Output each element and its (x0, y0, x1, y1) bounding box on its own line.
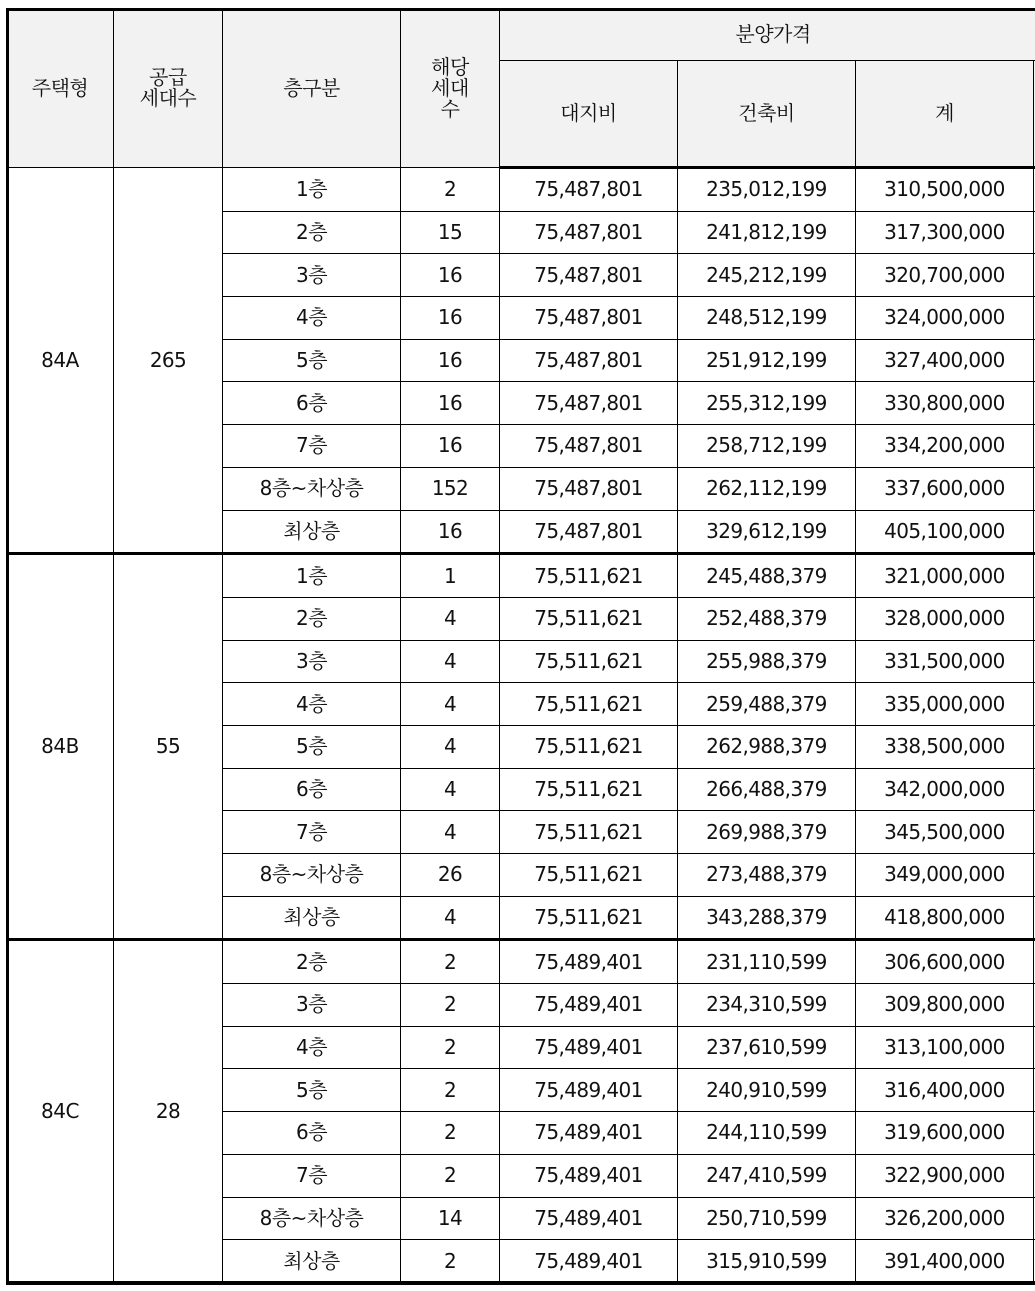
total-price-cell: 322,900,000 (856, 1154, 1034, 1197)
floor-cell: 2층 (223, 940, 401, 984)
floor-cell: 6층 (223, 1112, 401, 1155)
floor-cell: 7층 (223, 811, 401, 854)
land-price-cell: 75,487,801 (500, 254, 678, 297)
land-price-cell: 75,487,801 (500, 510, 678, 554)
land-price-cell: 75,487,801 (500, 382, 678, 425)
units-cell: 4 (401, 725, 500, 768)
header-build: 건축비 (678, 61, 856, 168)
land-price-cell: 75,487,801 (500, 339, 678, 382)
build-price-cell: 234,310,599 (678, 984, 856, 1027)
units-cell: 2 (401, 1154, 500, 1197)
units-cell: 4 (401, 597, 500, 640)
floor-cell: 8층~차상층 (223, 854, 401, 897)
floor-cell: 최상층 (223, 1240, 401, 1284)
build-price-cell: 245,488,379 (678, 554, 856, 598)
header-supply (114, 9, 223, 168)
floor-cell: 최상층 (223, 896, 401, 940)
build-price-cell: 235,012,199 (678, 168, 856, 212)
land-price-cell: 75,489,401 (500, 1112, 678, 1155)
table-row (7, 168, 1035, 212)
units-cell: 2 (401, 1240, 500, 1284)
units-cell: 4 (401, 683, 500, 726)
units-cell: 16 (401, 297, 500, 340)
land-price-cell: 75,511,621 (500, 811, 678, 854)
build-price-cell: 244,110,599 (678, 1112, 856, 1155)
build-price-cell: 250,710,599 (678, 1197, 856, 1240)
land-price-cell: 75,487,801 (500, 425, 678, 468)
header-units (401, 9, 500, 168)
total-price-cell: 306,600,000 (856, 940, 1034, 984)
build-price-cell: 259,488,379 (678, 683, 856, 726)
units-cell: 2 (401, 168, 500, 212)
floor-cell: 6층 (223, 768, 401, 811)
header-price-group: 분양가격 (500, 9, 1035, 61)
floor-cell: 6층 (223, 382, 401, 425)
price-table (6, 8, 1035, 1285)
total-price-cell: 342,000,000 (856, 768, 1034, 811)
build-price-cell: 343,288,379 (678, 896, 856, 940)
land-price-cell: 75,487,801 (500, 211, 678, 254)
total-price-cell: 335,000,000 (856, 683, 1034, 726)
build-price-cell: 255,312,199 (678, 382, 856, 425)
units-cell: 152 (401, 467, 500, 510)
total-price-cell: 391,400,000 (856, 1240, 1034, 1284)
land-price-cell: 75,489,401 (500, 1069, 678, 1112)
build-price-cell: 240,910,599 (678, 1069, 856, 1112)
total-price-cell: 345,500,000 (856, 811, 1034, 854)
floor-cell: 최상층 (223, 510, 401, 554)
total-price-cell: 327,400,000 (856, 339, 1034, 382)
units-cell: 15 (401, 211, 500, 254)
header-total: 계 (856, 61, 1034, 168)
build-price-cell: 273,488,379 (678, 854, 856, 897)
supply-cell: 265 (114, 168, 223, 554)
units-cell: 16 (401, 382, 500, 425)
supply-cell: 28 (114, 940, 223, 1284)
build-price-cell: 248,512,199 (678, 297, 856, 340)
land-price-cell: 75,487,801 (500, 297, 678, 340)
land-price-cell: 75,489,401 (500, 984, 678, 1027)
header-supply-line2: 세대수 (139, 86, 197, 110)
floor-cell: 4층 (223, 297, 401, 340)
supply-cell: 55 (114, 554, 223, 940)
build-price-cell: 237,610,599 (678, 1026, 856, 1069)
build-price-cell: 255,988,379 (678, 640, 856, 683)
floor-cell: 8층~차상층 (223, 1197, 401, 1240)
land-price-cell: 75,511,621 (500, 854, 678, 897)
floor-cell: 4층 (223, 683, 401, 726)
land-price-cell: 75,511,621 (500, 725, 678, 768)
header-floor: 층구분 (223, 9, 401, 168)
land-price-cell: 75,511,621 (500, 554, 678, 598)
units-cell: 4 (401, 640, 500, 683)
units-cell: 16 (401, 254, 500, 297)
land-price-cell: 75,511,621 (500, 640, 678, 683)
build-price-cell: 251,912,199 (678, 339, 856, 382)
land-price-cell: 75,489,401 (500, 1026, 678, 1069)
build-price-cell: 258,712,199 (678, 425, 856, 468)
total-price-cell: 418,800,000 (856, 896, 1034, 940)
floor-cell: 7층 (223, 425, 401, 468)
land-price-cell: 75,511,621 (500, 896, 678, 940)
units-cell: 2 (401, 940, 500, 984)
units-cell: 2 (401, 1069, 500, 1112)
units-cell: 26 (401, 854, 500, 897)
land-price-cell: 75,487,801 (500, 168, 678, 212)
floor-cell: 3층 (223, 640, 401, 683)
total-price-cell: 309,800,000 (856, 984, 1034, 1027)
build-price-cell: 241,812,199 (678, 211, 856, 254)
floor-cell: 5층 (223, 1069, 401, 1112)
floor-cell: 5층 (223, 339, 401, 382)
units-cell: 4 (401, 768, 500, 811)
build-price-cell: 269,988,379 (678, 811, 856, 854)
units-cell: 2 (401, 1112, 500, 1155)
total-price-cell: 321,000,000 (856, 554, 1034, 598)
units-cell: 16 (401, 425, 500, 468)
land-price-cell: 75,511,621 (500, 597, 678, 640)
land-price-cell: 75,489,401 (500, 1197, 678, 1240)
build-price-cell: 231,110,599 (678, 940, 856, 984)
build-price-cell: 315,910,599 (678, 1240, 856, 1284)
floor-cell: 3층 (223, 984, 401, 1027)
floor-cell: 3층 (223, 254, 401, 297)
units-cell: 16 (401, 510, 500, 554)
table-row (7, 554, 1035, 598)
floor-cell: 4층 (223, 1026, 401, 1069)
total-price-cell: 324,000,000 (856, 297, 1034, 340)
build-price-cell: 247,410,599 (678, 1154, 856, 1197)
total-price-cell: 337,600,000 (856, 467, 1034, 510)
land-price-cell: 75,511,621 (500, 683, 678, 726)
header-land: 대지비 (500, 61, 678, 168)
header-units-line3: 수 (440, 96, 460, 121)
total-price-cell: 310,500,000 (856, 168, 1034, 212)
units-cell: 16 (401, 339, 500, 382)
units-cell: 4 (401, 896, 500, 940)
units-cell: 4 (401, 811, 500, 854)
land-price-cell: 75,489,401 (500, 940, 678, 984)
land-price-cell: 75,511,621 (500, 768, 678, 811)
table-row (7, 940, 1035, 984)
total-price-cell: 320,700,000 (856, 254, 1034, 297)
total-price-cell: 317,300,000 (856, 211, 1034, 254)
units-cell: 14 (401, 1197, 500, 1240)
type-cell: 84B (7, 554, 114, 940)
units-cell: 2 (401, 1026, 500, 1069)
total-price-cell: 330,800,000 (856, 382, 1034, 425)
table-body (7, 168, 1035, 1284)
header-type: 주택형 (7, 9, 114, 168)
floor-cell: 2층 (223, 597, 401, 640)
floor-cell: 8층~차상층 (223, 467, 401, 510)
floor-cell: 1층 (223, 168, 401, 212)
units-cell: 2 (401, 984, 500, 1027)
total-price-cell: 316,400,000 (856, 1069, 1034, 1112)
total-price-cell: 334,200,000 (856, 425, 1034, 468)
total-price-cell: 326,200,000 (856, 1197, 1034, 1240)
header-supply-line1: 공급 (149, 65, 187, 89)
type-cell: 84A (7, 168, 114, 554)
floor-cell: 5층 (223, 725, 401, 768)
build-price-cell: 329,612,199 (678, 510, 856, 554)
floor-cell: 2층 (223, 211, 401, 254)
type-cell: 84C (7, 940, 114, 1284)
floor-cell: 7층 (223, 1154, 401, 1197)
total-price-cell: 338,500,000 (856, 725, 1034, 768)
land-price-cell: 75,489,401 (500, 1240, 678, 1284)
land-price-cell: 75,487,801 (500, 467, 678, 510)
total-price-cell: 405,100,000 (856, 510, 1034, 554)
total-price-cell: 313,100,000 (856, 1026, 1034, 1069)
total-price-cell: 331,500,000 (856, 640, 1034, 683)
total-price-cell: 319,600,000 (856, 1112, 1034, 1155)
build-price-cell: 252,488,379 (678, 597, 856, 640)
build-price-cell: 262,988,379 (678, 725, 856, 768)
units-cell: 1 (401, 554, 500, 598)
land-price-cell: 75,489,401 (500, 1154, 678, 1197)
header-units-line1: 해당 (431, 54, 469, 79)
total-price-cell: 328,000,000 (856, 597, 1034, 640)
floor-cell: 1층 (223, 554, 401, 598)
build-price-cell: 262,112,199 (678, 467, 856, 510)
header-units-line2: 세대 (431, 75, 469, 100)
build-price-cell: 245,212,199 (678, 254, 856, 297)
build-price-cell: 266,488,379 (678, 768, 856, 811)
total-price-cell: 349,000,000 (856, 854, 1034, 897)
